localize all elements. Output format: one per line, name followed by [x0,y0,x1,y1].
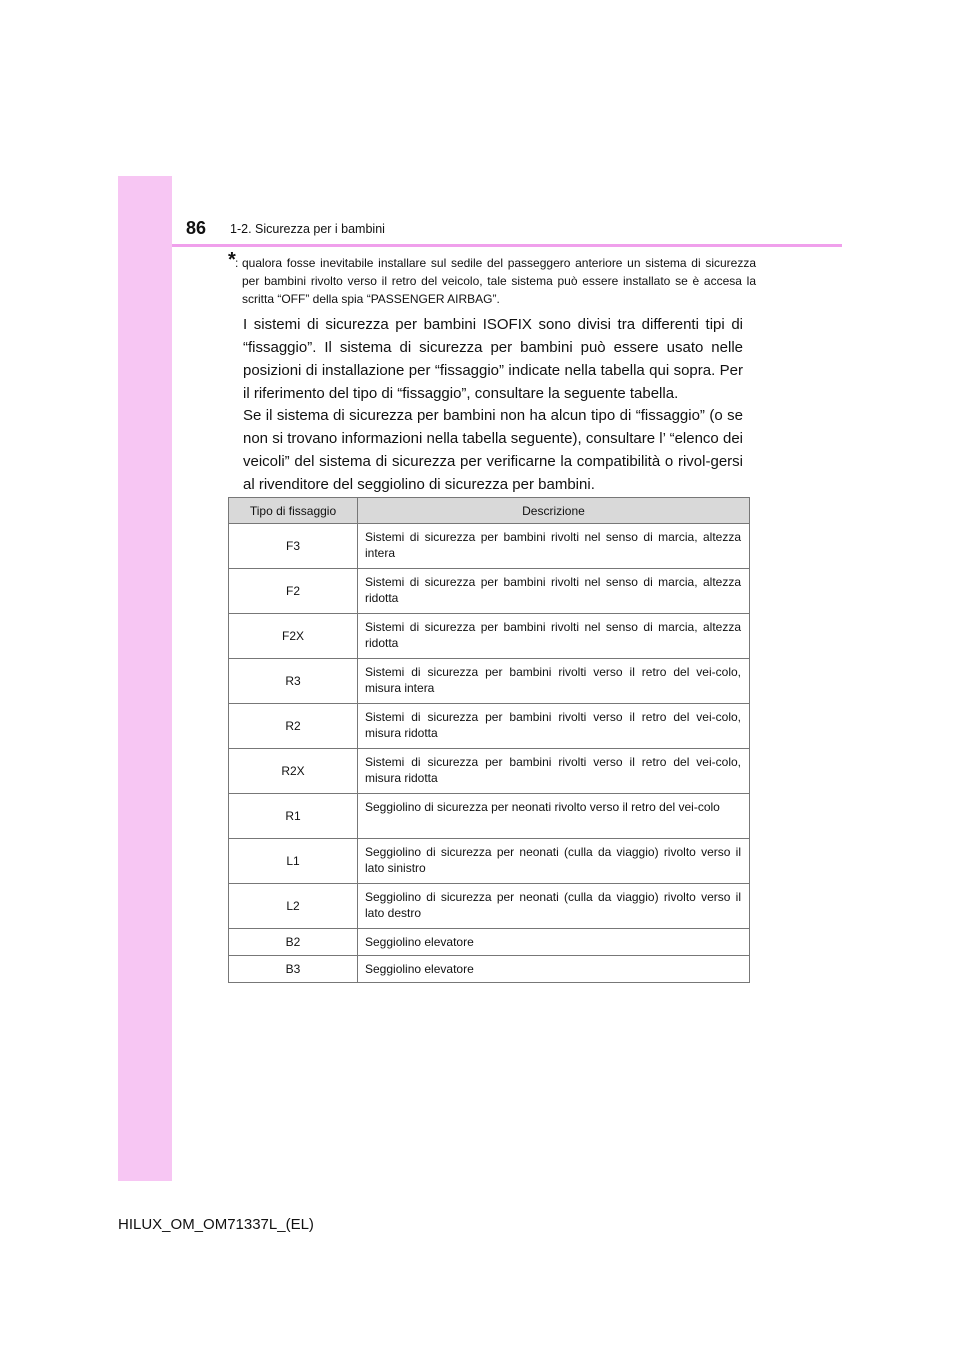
column-header-description: Descrizione [358,498,750,524]
fixture-description-cell: Seggiolino elevatore [358,956,750,983]
fixture-type-cell: R2X [229,749,358,794]
table-row [229,794,750,839]
table-row [229,614,750,659]
table-row [229,704,750,749]
fixture-type-cell: R3 [229,659,358,704]
paragraph-isofix: I sistemi di sicurezza per bambini ISOFIX sono divisi tra differenti tipi di “fissaggio”. Il sistema di sicurezza per bambini può essere usato nelle posizioni di installazione per “fissaggio” indicate nella tabella qui sopra. Per il riferimento del tipo di “fissaggio”, consultare la seguente tabella. [243,316,743,402]
fixture-description-cell: Sistemi di sicurezza per bambini rivolti nel senso di marcia, altezza ridotta [358,569,750,614]
fixture-type-cell: F2X [229,614,358,659]
table-row [229,524,750,569]
fixture-type-cell: B3 [229,956,358,983]
fixture-type-table [228,497,750,983]
fixture-description-cell: Sistemi di sicurezza per bambini rivolti verso il retro del vei-colo, misura intera [358,659,750,704]
fixture-description-cell: Sistemi di sicurezza per bambini rivolti nel senso di marcia, altezza intera [358,524,750,569]
footnote-separator: : [235,256,239,270]
footnote [228,249,756,308]
table-row [229,929,750,956]
fixture-description-cell: Sistemi di sicurezza per bambini rivolti nel senso di marcia, altezza ridotta [358,614,750,659]
table-row [229,749,750,794]
column-header-type: Tipo di fissaggio [229,498,358,524]
fixture-type-cell: B2 [229,929,358,956]
fixture-type-cell: L2 [229,884,358,929]
table-row [229,884,750,929]
side-color-band [118,176,172,1181]
section-title: 1-2. Sicurezza per i bambini [230,222,385,236]
paragraph-compatibility: Se il sistema di sicurezza per bambini non ha alcun tipo di “fissaggio” (o se non si trovano informazioni nella tabella seguente), consultare l’ “elenco dei veicoli” del sistema di sicurezza per verificarne la compatibilità o rivol-gersi al rivenditore del seggiolino di sicurezza per bambini. [243,407,743,493]
table-row [229,659,750,704]
fixture-type-cell: R2 [229,704,358,749]
fixture-type-cell: F3 [229,524,358,569]
fixture-description-cell: Seggiolino elevatore [358,929,750,956]
footnote-marker: * [228,249,236,271]
table-row [229,839,750,884]
table-row [229,956,750,983]
fixture-type-cell: L1 [229,839,358,884]
table-header-row [229,498,750,524]
fixture-description-cell: Seggiolino di sicurezza per neonati (culla da viaggio) rivolto verso il lato destro [358,884,750,929]
footnote-text: qualora fosse inevitabile installare sul sedile del passeggero anteriore un sistema di sicurezza per bambini rivolto verso il retro del veicolo, tale sistema può essere installato se è accesa la scritta “OFF” della spia “PASSENGER AIRBAG”. [242,256,756,306]
fixture-description-cell: Seggiolino di sicurezza per neonati (culla da viaggio) rivolto verso il lato sinistro [358,839,750,884]
header-rule [172,244,842,247]
fixture-type-cell: R1 [229,794,358,839]
table-row [229,569,750,614]
page-number: 86 [186,218,207,238]
fixture-description-cell: Sistemi di sicurezza per bambini rivolti verso il retro del vei-colo, misura ridotta [358,749,750,794]
document-code: HILUX_OM_OM71337L_(EL) [118,1216,314,1233]
fixture-description-cell: Sistemi di sicurezza per bambini rivolti verso il retro del vei-colo, misura ridotta [358,704,750,749]
fixture-description-cell: Seggiolino di sicurezza per neonati rivolto verso il retro del vei-colo [358,794,750,839]
fixture-type-cell: F2 [229,569,358,614]
